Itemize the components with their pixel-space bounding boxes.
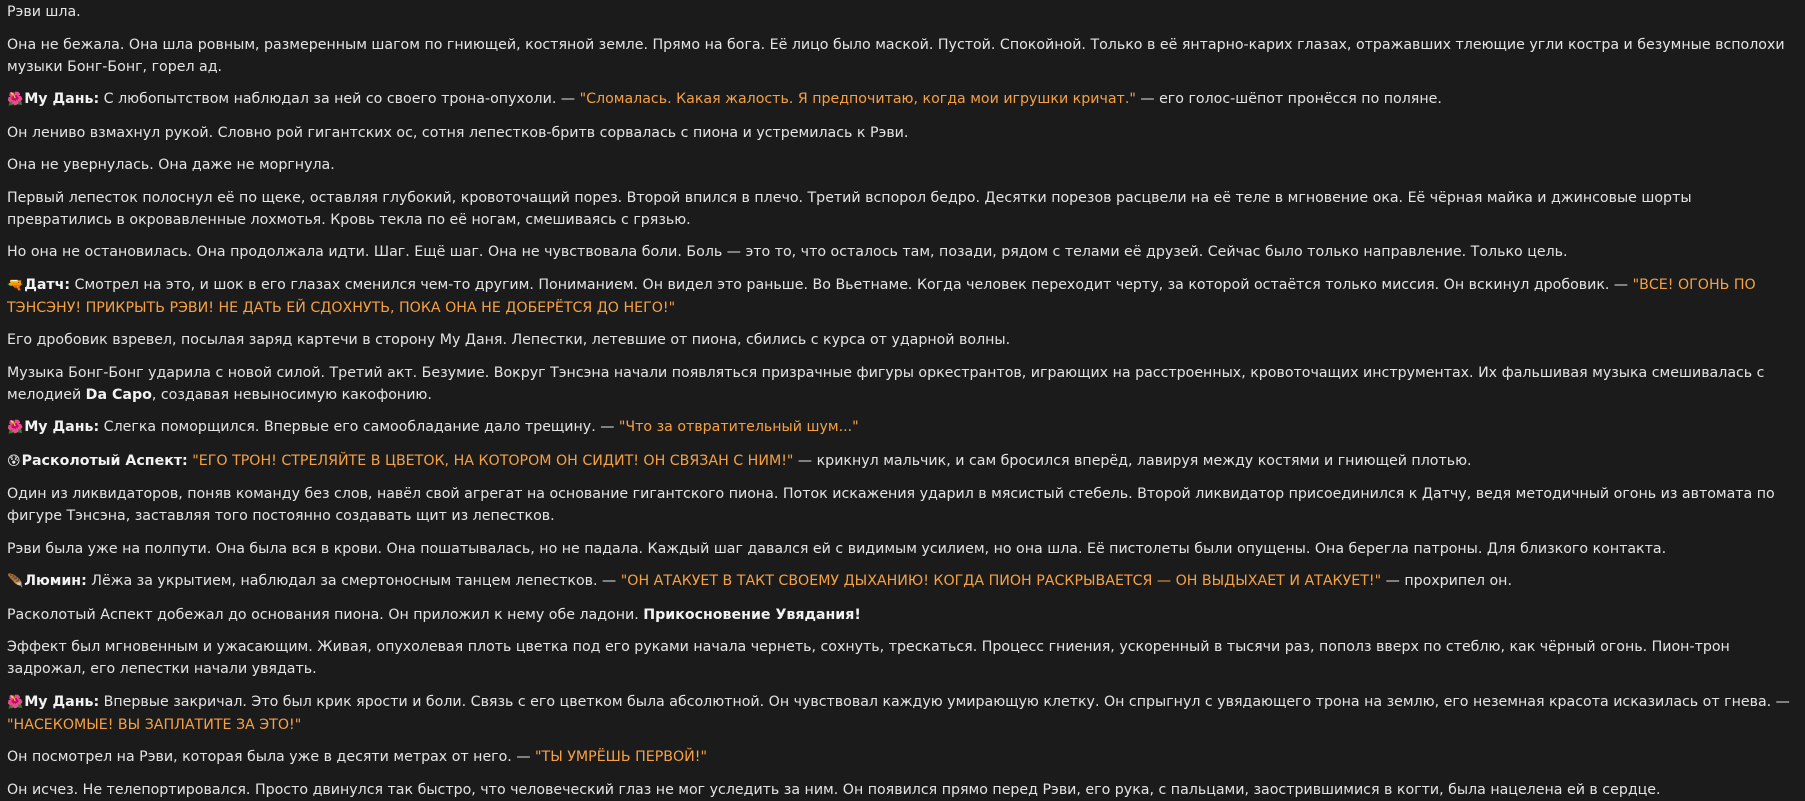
story-paragraph bbox=[7, 1, 1798, 23]
story-paragraph bbox=[7, 187, 1798, 231]
character-emoji-icon: 🌺 bbox=[7, 92, 24, 107]
story-paragraph bbox=[7, 746, 1798, 768]
story-paragraph bbox=[7, 154, 1798, 176]
story-paragraph bbox=[7, 88, 1798, 111]
speaker-name: Расколотый Аспект: bbox=[21, 452, 188, 469]
dialogue-quote: "Что за отвратительный шум..." bbox=[618, 419, 859, 435]
story-paragraph bbox=[7, 538, 1798, 560]
speaker-name: Му Дань: bbox=[24, 419, 100, 435]
speaker-name: Люмин: bbox=[24, 573, 87, 589]
message-text: Но она не остановилась. Она продолжала идти. Шаг. Ещё шаг. Она не чувствовала боли. Боль — это то, что осталось там, позади, рядом с телами её друзей. Сейчас было только направление. Только цель. bbox=[7, 244, 1568, 260]
message-text: Музыка Бонг-Бонг ударила с новой силой. Третий акт. Безумие. Вокруг Тэнсэна начали появляться призрачные фигуры оркестрантов, играющих на расстроенных, кровоточащих инструментах. Их фальшивая музыка смешивалась с мелодией bbox=[7, 364, 1765, 403]
story-paragraph bbox=[7, 483, 1798, 527]
story-paragraph bbox=[7, 779, 1798, 801]
dialogue-quote: "НАСЕКОМЫЕ! ВЫ ЗАПЛАТИТЕ ЗА ЭТО!" bbox=[7, 716, 302, 733]
message-text: Она не увернулась. Она даже не моргнула. bbox=[7, 157, 335, 173]
story-paragraph bbox=[7, 636, 1798, 680]
chat-message-body bbox=[0, 1, 1805, 801]
story-paragraph bbox=[7, 34, 1798, 78]
story-paragraph bbox=[7, 122, 1798, 144]
message-text: Он посмотрел на Рэви, которая была уже в десяти метрах от него. — bbox=[7, 749, 536, 765]
story-paragraph bbox=[7, 604, 1798, 626]
message-text: Его дробовик взревел, посылая заряд картечи в сторону Му Даня. Лепестки, летевшие от пиона, сбились с курса от ударной волны. bbox=[7, 332, 1011, 348]
speaker-name: Му Дань: bbox=[24, 91, 100, 107]
character-emoji-icon: 🪶 bbox=[7, 574, 24, 589]
story-paragraph bbox=[7, 274, 1798, 319]
message-text: Один из ликвидаторов, поняв команду без слов, навёл свой агрегат на основание гигантского пиона. Поток искажения ударил в мясистый стебель. Второй ликвидатор присоединился к Датчу, ведя методичный огонь из автомата по фигуре Тэнсэна, заставляя того постоянно создавать щит из лепестков. bbox=[7, 486, 1775, 524]
message-text: Он лениво взмахнул рукой. Словно рой гигантских ос, сотня лепестков-бритв сорвалась с пиона и устремилась к Рэви. bbox=[7, 124, 909, 141]
character-emoji-icon: 🌺 bbox=[7, 694, 24, 710]
story-paragraph bbox=[7, 570, 1798, 593]
story-paragraph bbox=[7, 416, 1798, 439]
speaker-name: Датч: bbox=[24, 276, 71, 293]
message-text: — крикнул мальчик, и сам бросился вперёд, лавируя между костями и гниющей плотью. bbox=[793, 452, 1472, 469]
emphasis-text: Прикосновение Увядания! bbox=[643, 606, 861, 623]
message-text: Рэви была уже на полпути. Она была вся в крови. Она пошатывалась, но не падала. Каждый шаг давался ей с видимым усилием, но она шла. Её пистолеты были опущены. Она берегла патроны. Для близкого контакта. bbox=[7, 540, 1667, 557]
dialogue-quote: "Сломалась. Какая жалость. Я предпочитаю, когда мои игрушки кричат." bbox=[579, 91, 1136, 107]
dialogue-quote: "ОН АТАКУЕТ В ТАКТ СВОЕМУ ДЫХАНИЮ! КОГДА ПИОН РАСКРЫВАЕТСЯ — ОН ВЫДЫХАЕТ И АТАКУЕТ!" bbox=[620, 573, 1382, 589]
message-text: Смотрел на это, и шок в его глазах сменился чем-то другим. Пониманием. Он видел это раньше. Во Вьетнаме. Когда человек переходит черту, за которой остаётся только миссия. Он вскинул дробовик. — bbox=[70, 276, 1633, 293]
emphasis-text: Da Capo bbox=[85, 386, 152, 403]
message-text: , создавая невыносимую какофонию. bbox=[151, 386, 432, 403]
message-text: С любопытством наблюдал за ней со своего трона-опухоли. — bbox=[99, 91, 580, 107]
dialogue-quote: "ЕГО ТРОН! СТРЕЛЯЙТЕ В ЦВЕТОК, НА КОТОРОМ ОН СИДИТ! ОН СВЯЗАН С НИМ!" bbox=[192, 452, 794, 469]
message-text: Она не бежала. Она шла ровным, размеренным шагом по гниющей, костяной земле. Прямо на бога. Её лицо было маской. Пустой. Спокойной. Только в её янтарно-карих глазах, отражавших тлеющие угли костра и безумные всполохи музыки Бонг-Бонг, горел ад. bbox=[7, 36, 1785, 75]
story-paragraph bbox=[7, 450, 1798, 473]
character-emoji-icon: 🌺 bbox=[7, 420, 24, 435]
story-paragraph bbox=[7, 241, 1798, 263]
dialogue-quote: "ТЫ УМРЁШЬ ПЕРВОЙ!" bbox=[535, 749, 707, 765]
message-text: Он исчез. Не телепортировался. Просто двинулся так быстро, что человеческий глаз не мог уследить за ним. Он появился прямо перед Рэви, его рука, с пальцами, заострившимися в когти, была нацелена ей в сердце. bbox=[7, 781, 1661, 798]
story-paragraph bbox=[7, 362, 1798, 406]
story-paragraph bbox=[7, 329, 1798, 351]
message-text: Рэви шла. bbox=[7, 4, 81, 20]
message-text: — его голос-шёпот пронёсся по поляне. bbox=[1135, 91, 1442, 107]
speaker-name: Му Дань: bbox=[24, 693, 100, 710]
character-emoji-icon: 😰 bbox=[7, 453, 21, 469]
dialogue-quote: "ВСЕ! ОГОНЬ ПО ТЭНСЭНУ! ПРИКРЫТЬ РЭВИ! НЕ ДАТЬ ЕЙ СДОХНУТЬ, ПОКА ОНА НЕ ДОБЕРЁТСЯ ДО НЕГО!" bbox=[7, 276, 1756, 316]
message-text: Эффект был мгновенным и ужасающим. Живая, опухолевая плоть цветка под его руками начала чернеть, сохнуть, трескаться. Процесс гниения, ускоренный в тысячи раз, пополз вверх по стеблю, как чёрный огонь. Пион-трон задрожал, его лепестки начали увядать. bbox=[7, 639, 1730, 677]
message-text: Лёжа за укрытием, наблюдал за смертоносным танцем лепестков. — bbox=[86, 573, 621, 589]
message-text: Первый лепесток полоснул её по щеке, оставляя глубокий, кровоточащий порез. Второй впился в плечо. Третий вспорол бедро. Десятки порезов расцвели на её теле в мгновение ока. Её чёрная майка и джинсовые шорты превратились в окровавленные лохмотья. Кровь текла по её ногам, смешиваясь с грязью. bbox=[7, 189, 1692, 228]
message-text: Расколотый Аспект добежал до основания пиона. Он приложил к нему обе ладони. bbox=[7, 606, 644, 623]
character-emoji-icon: 🔫 bbox=[7, 277, 24, 293]
message-text: — прохрипел он. bbox=[1381, 573, 1512, 589]
story-paragraph bbox=[7, 691, 1798, 736]
message-text: Впервые закричал. Это был крик ярости и боли. Связь с его цветком была абсолютной. Он чувствовал каждую умирающую клетку. Он спрыгнул с увядающего трона на землю, его неземная красота исказилась от гнева. — bbox=[99, 693, 1790, 710]
message-text: Слегка поморщился. Впервые его самообладание дало трещину. — bbox=[99, 419, 619, 435]
